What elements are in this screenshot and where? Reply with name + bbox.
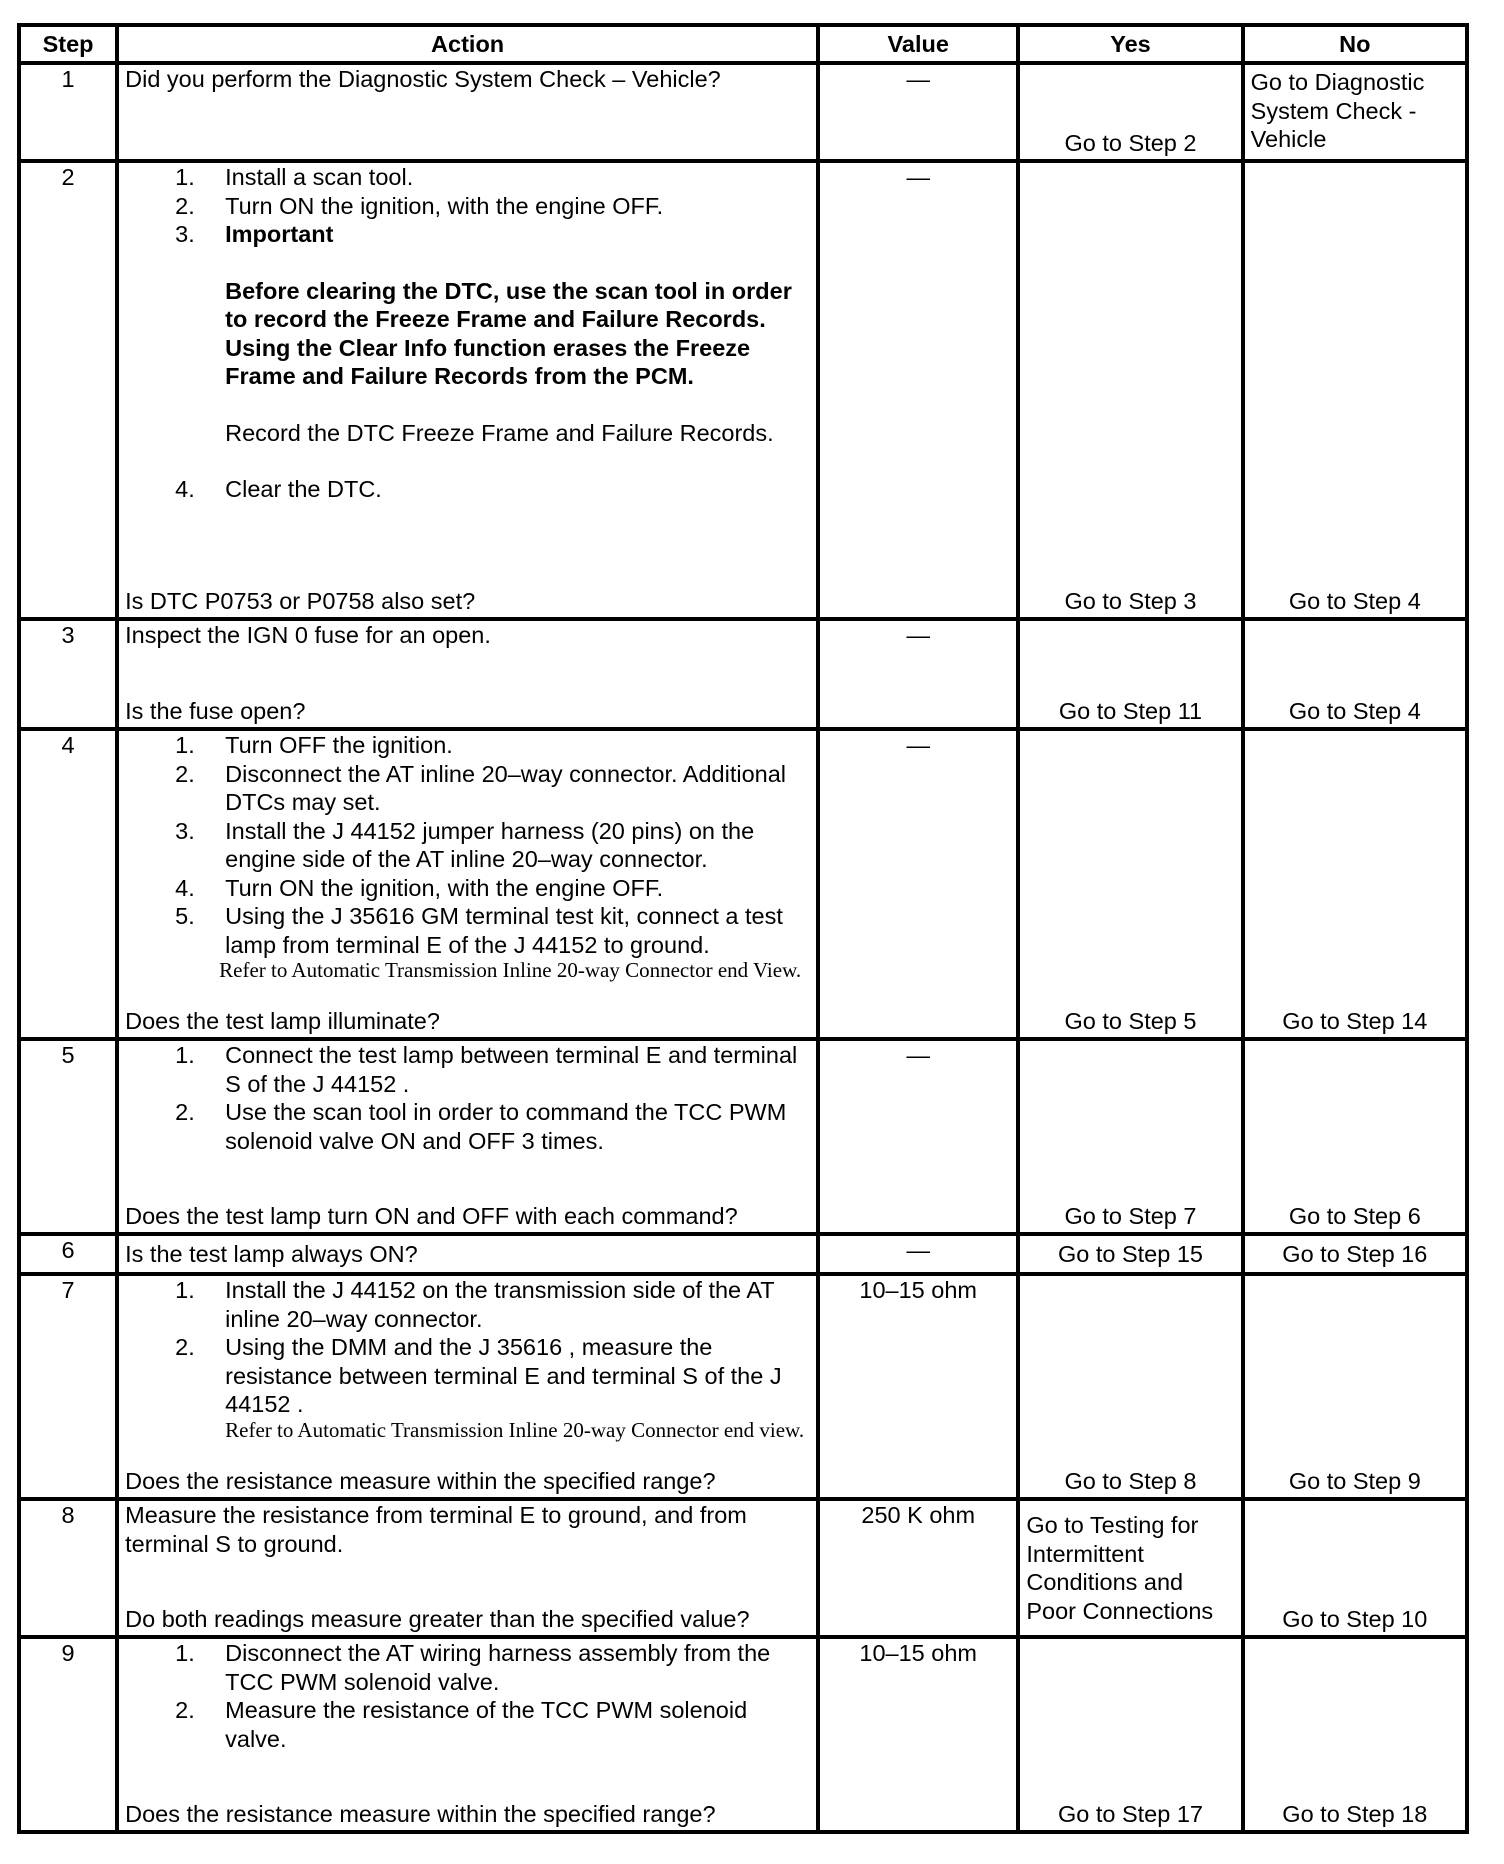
no-cell — [1243, 729, 1467, 1039]
no-link[interactable]: Go to Step 6 — [1288, 1202, 1421, 1229]
list-item: 1. Install a scan tool. — [175, 164, 414, 190]
no-link[interactable]: Go to Step 4 — [1288, 697, 1421, 724]
refer-note: Refer to Automatic Transmission Inline 20-way Connector end view. — [225, 1417, 805, 1442]
yes-cell — [1018, 161, 1242, 619]
value-cell: 10–15 ohm — [818, 1274, 1018, 1499]
table-row — [19, 619, 1467, 729]
question-text: Does the test lamp turn ON and OFF with each command? — [125, 1202, 738, 1229]
yes-link[interactable]: Go to Step 3 — [1064, 587, 1197, 614]
list-item: 2. Measure the resistance of the TCC PWM solenoid valve. — [175, 1697, 748, 1752]
header-yes: Yes — [1018, 25, 1242, 63]
record-text: Record the DTC Freeze Frame and Failure Records. — [225, 419, 774, 446]
list-item: 4. Turn ON the ignition, with the engine OFF. — [175, 874, 664, 901]
step-number: 5 — [19, 1039, 117, 1234]
step-number: 2 — [19, 161, 117, 619]
no-link[interactable]: Go to Step 14 — [1282, 1007, 1428, 1034]
table-row — [19, 161, 1467, 619]
step-number: 1 — [19, 63, 117, 161]
action-text: Inspect the IGN 0 fuse for an open. — [125, 622, 491, 648]
step-number: 4 — [19, 729, 117, 1039]
value-cell: — — [818, 619, 1018, 729]
yes-link[interactable]: Go to Testing for Intermittent Conditions and Poor Connections — [1026, 1512, 1214, 1624]
no-cell[interactable]: Go to Step 16 — [1243, 1234, 1467, 1274]
no-link[interactable]: Go to Step 9 — [1288, 1467, 1421, 1494]
no-cell — [1243, 1499, 1467, 1637]
yes-link[interactable]: Go to Step 7 — [1064, 1202, 1197, 1229]
value-cell: — — [818, 63, 1018, 161]
no-link[interactable]: Go to Step 10 — [1282, 1605, 1428, 1632]
action-cell — [117, 1274, 818, 1499]
table-row — [19, 1274, 1467, 1499]
step-number: 6 — [19, 1234, 117, 1274]
list-item: 3. Important — [175, 221, 334, 247]
question-text: Do both readings measure greater than the specified value? — [125, 1605, 750, 1632]
action-text: Did you perform the Diagnostic System Check – Vehicle? — [125, 66, 721, 92]
header-no: No — [1243, 25, 1467, 63]
table-row — [19, 1499, 1467, 1637]
value-cell: — — [818, 1039, 1018, 1234]
procedure-list — [125, 163, 810, 249]
value-cell: — — [818, 729, 1018, 1039]
list-item: 1. Connect the test lamp between terminal E and terminal S of the J 44152 . — [175, 1042, 798, 1097]
no-link[interactable]: Go to Step 18 — [1282, 1800, 1428, 1827]
header-value: Value — [818, 25, 1018, 63]
no-cell — [1243, 619, 1467, 729]
header-step: Step — [19, 25, 117, 63]
yes-cell — [1018, 1637, 1242, 1832]
yes-cell — [1018, 1499, 1242, 1637]
action-cell — [117, 1499, 818, 1637]
question-text: Does the resistance measure within the specified range? — [125, 1467, 716, 1494]
yes-cell — [1018, 1039, 1242, 1234]
no-cell — [1243, 161, 1467, 619]
action-cell — [117, 1234, 818, 1274]
value-cell: — — [818, 161, 1018, 619]
procedure-list — [125, 1276, 810, 1419]
list-item: 2. Using the DMM and the J 35616 , measure the resistance between terminal E and terminal S of the J 44152 . — [175, 1334, 782, 1417]
action-text: Measure the resistance from terminal E to ground, and from terminal S to ground. — [125, 1502, 747, 1557]
yes-link[interactable]: Go to Step 8 — [1064, 1467, 1197, 1494]
list-item: 2. Turn ON the ignition, with the engine OFF. — [175, 192, 664, 219]
no-cell — [1243, 63, 1467, 161]
action-cell — [117, 1039, 818, 1234]
list-item: 1. Disconnect the AT wiring harness assembly from the TCC PWM solenoid valve. — [175, 1640, 771, 1695]
list-item: 1. Turn OFF the ignition. — [175, 732, 453, 758]
diagnostic-table — [17, 23, 1469, 1834]
no-link[interactable]: Go to Diagnostic System Check - Vehicle — [1250, 69, 1425, 152]
step-number: 7 — [19, 1274, 117, 1499]
no-cell — [1243, 1637, 1467, 1832]
table-row — [19, 729, 1467, 1039]
question-text: Does the test lamp illuminate? — [125, 1007, 440, 1034]
no-cell — [1243, 1274, 1467, 1499]
procedure-list — [125, 1041, 810, 1155]
action-cell — [117, 1637, 818, 1832]
yes-cell[interactable]: Go to Step 15 — [1018, 1234, 1242, 1274]
list-item: 2. Use the scan tool in order to command the TCC PWM solenoid valve ON and OFF 3 times. — [175, 1099, 787, 1154]
list-item: 4. Clear the DTC. — [175, 476, 382, 502]
step-number: 8 — [19, 1499, 117, 1637]
header-action: Action — [117, 25, 818, 63]
question-text: Is DTC P0753 or P0758 also set? — [125, 587, 476, 614]
action-cell — [117, 63, 818, 161]
list-item: 3. Install the J 44152 jumper harness (20 pins) on the engine side of the AT inline 20–way connector. — [175, 817, 755, 872]
action-cell — [117, 161, 818, 619]
table-row — [19, 63, 1467, 161]
list-item: 1. Install the J 44152 on the transmission side of the AT inline 20–way connector. — [175, 1277, 775, 1332]
step-number: 9 — [19, 1637, 117, 1832]
yes-link[interactable]: Go to Step 2 — [1064, 129, 1197, 156]
procedure-list — [125, 731, 810, 959]
question-text: Is the fuse open? — [125, 697, 306, 724]
yes-cell — [1018, 619, 1242, 729]
question-text: Does the resistance measure within the specified range? — [125, 1800, 716, 1827]
no-link[interactable]: Go to Step 4 — [1288, 587, 1421, 614]
header-row — [19, 25, 1467, 63]
table-row — [19, 1234, 1467, 1274]
value-cell: 250 K ohm — [818, 1499, 1018, 1637]
list-item: 5. Using the J 35616 GM terminal test kit, connect a test lamp from terminal E of the J 44152 to ground. — [175, 903, 783, 958]
yes-link[interactable]: Go to Step 17 — [1057, 1800, 1203, 1827]
yes-link[interactable]: Go to Step 11 — [1058, 697, 1203, 724]
procedure-list — [125, 475, 810, 504]
value-cell: 10–15 ohm — [818, 1637, 1018, 1832]
action-cell — [117, 729, 818, 1039]
no-cell — [1243, 1039, 1467, 1234]
yes-cell — [1018, 1274, 1242, 1499]
yes-cell — [1018, 63, 1242, 161]
step-number: 3 — [19, 619, 117, 729]
yes-cell — [1018, 729, 1242, 1039]
action-cell — [117, 619, 818, 729]
refer-note: Refer to Automatic Transmission Inline 20-way Connector end View. — [219, 958, 802, 982]
table-row — [19, 1637, 1467, 1832]
yes-link[interactable]: Go to Step 5 — [1064, 1007, 1197, 1034]
value-cell: — — [818, 1234, 1018, 1274]
action-text: Is the test lamp always ON? — [125, 1240, 418, 1267]
list-item: 2. Disconnect the AT inline 20–way connector. Additional DTCs may set. — [175, 760, 787, 815]
important-note: Before clearing the DTC, use the scan tool in order to record the Freeze Frame and Failure Records. Using the Clear Info function erases the Freeze Frame and Failure Records from the PCM. — [225, 277, 792, 389]
procedure-list — [125, 1639, 810, 1753]
table-row — [19, 1039, 1467, 1234]
